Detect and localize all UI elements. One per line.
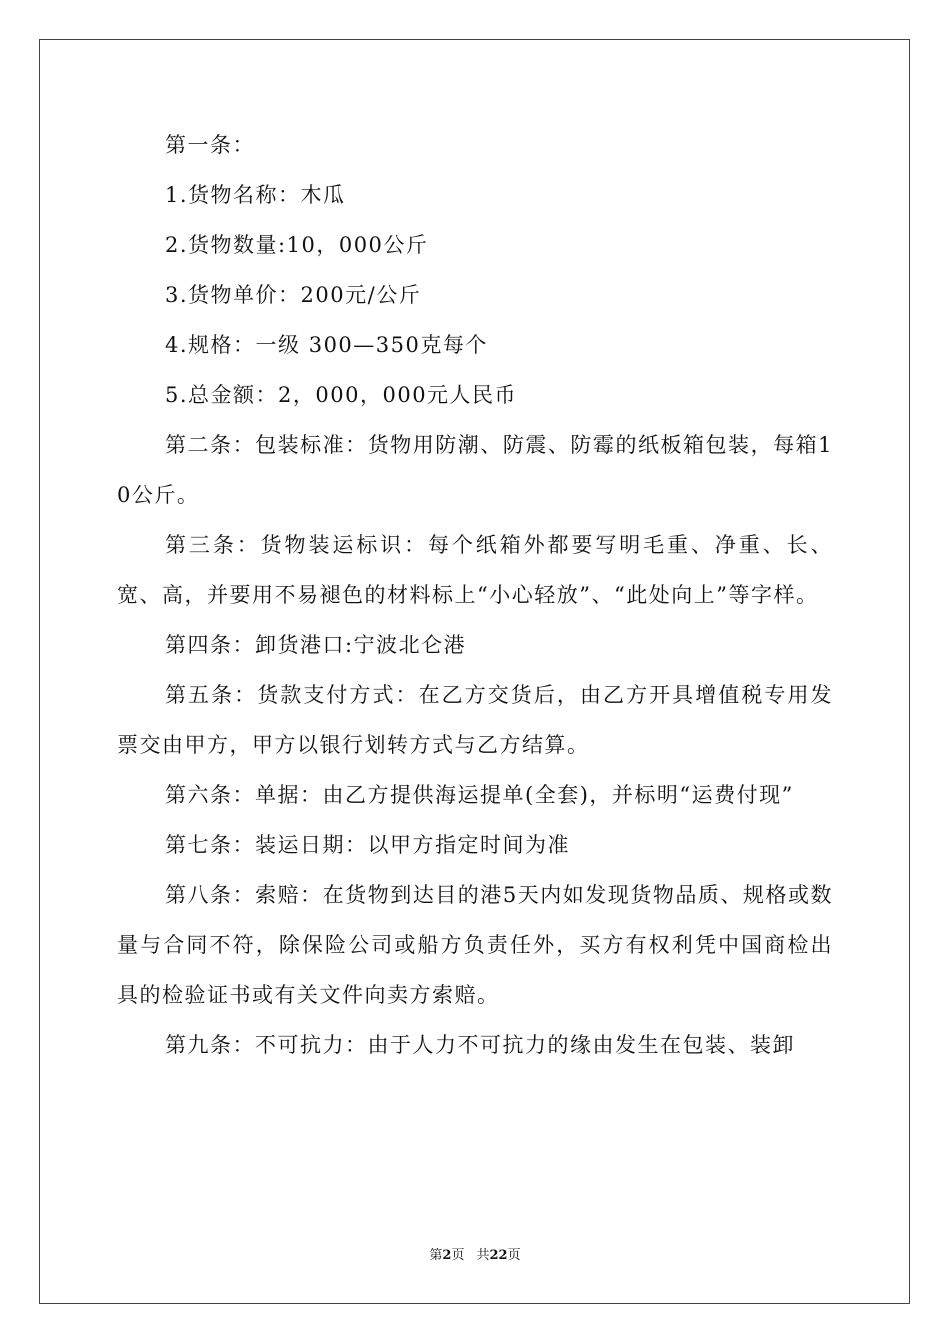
clause-2-packaging: 第二条：包装标准：货物用防潮、防震、防霉的纸板箱包装，每箱10公斤。 [117,433,833,507]
clause-5-payment: 第五条：货款支付方式：在乙方交货后，由乙方开具增值税专用发票交由甲方，甲方以银行划转方式与乙方结算。 [117,683,833,757]
goods-name-line: 1.货物名称：木瓜 [165,183,346,207]
total-prefix: 共 [476,1248,490,1263]
clause-4-port: 第四条：卸货港口:宁波北仑港 [165,633,467,657]
clause-9-force-majeure: 第九条：不可抗力：由于人力不可抗力的缘由发生在包装、装卸 [165,1033,795,1057]
clause-3-marking: 第三条：货物装运标识：每个纸箱外都要写明毛重、净重、长、宽、高，并要用不易褪色的材料标上“小心轻放”、“此处向上”等字样。 [117,533,833,607]
page-suffix: 页 [451,1248,465,1263]
document-body [117,120,833,1070]
goods-unit-price-line: 3.货物单价：200元/公斤 [165,283,422,307]
total-pages: 22 [489,1248,508,1263]
page-prefix: 第 [429,1248,443,1263]
clause-7-shipment-date: 第七条：装运日期：以甲方指定时间为准 [165,833,570,857]
clause-1-heading: 第一条： [165,133,255,157]
goods-spec-line: 4.规格：一级 300—350克每个 [165,333,488,357]
clause-6-documents: 第六条：单据：由乙方提供海运提单(全套)，并标明“运费付现” [165,783,794,807]
total-suffix: 页 [507,1248,521,1263]
clause-8-claims: 第八条：索赔：在货物到达目的港5天内如发现货物品质、规格或数量与合同不符，除保险公司或船方负责任外，买方有权利凭中国商检出具的检验证书或有关文件向卖方索赔。 [117,883,833,1007]
page-footer [0,1247,950,1265]
goods-quantity-line: 2.货物数量:10，000公斤 [165,233,429,257]
total-amount-line: 5.总金额：2，000，000元人民币 [165,383,518,407]
page-number: 2 [442,1248,452,1263]
